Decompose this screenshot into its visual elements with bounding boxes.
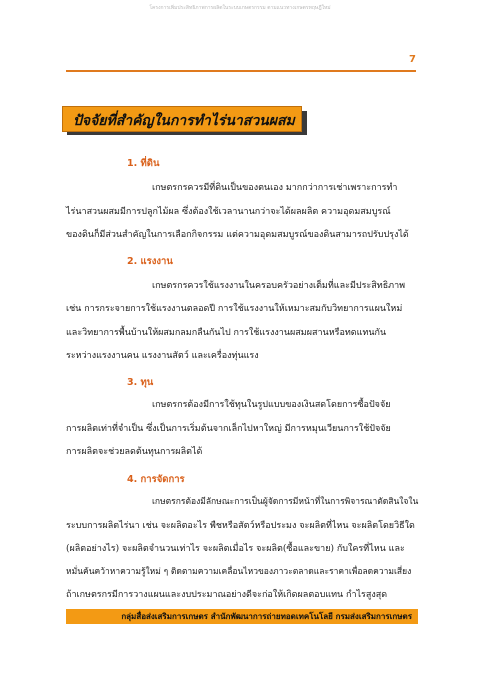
section-heading-capital: 3. ทุน xyxy=(127,377,154,388)
paragraph-line: การผลิตจะช่วยลดต้นทุนการผลิตได้ xyxy=(66,447,203,457)
paragraph-line: ระหว่างแรงงานคน แรงงานสัตว์ และเครื่องทุ่นแรง xyxy=(66,351,259,361)
paragraph-line: เกษตรกรควรใช้แรงงานในครอบครัวอย่างเต็มที่และมีประสิทธิภาพ xyxy=(152,281,406,291)
paragraph-line: เช่น การกระจายการใช้แรงงานตลอดปี การใช้แรงงานให้เหมาะสมกับวิทยาการแผนใหม่ xyxy=(66,304,403,314)
paragraph-line: (ผลิตอย่างไร) จะผลิตจำนวนเท่าไร จะผลิตเมื่อไร จะผลิต(ซื้อและขาย) กับใครที่ไหน และ xyxy=(66,544,405,554)
page-number: 7 xyxy=(409,54,416,65)
top-divider xyxy=(66,70,416,72)
paragraph-line: ไร่นาสวนผสมมีการปลูกไม้ผล ซึ่งต้องใช้เวลานานกว่าจะได้ผลผลิต ความอุดมสมบูรณ์ xyxy=(66,207,391,217)
paragraph-line: และวิทยาการพื้นบ้านให้ผสมกลมกลืนกันไป การใช้แรงงานผสมผสานหรือทดแทนกัน xyxy=(66,328,387,338)
section-heading-management: 4. การจัดการ xyxy=(127,474,185,485)
banner-box xyxy=(62,106,302,132)
paragraph-line: เกษตรกรควรมีที่ดินเป็นของตนเอง มากกว่าการเช่าเพราะการทำ xyxy=(152,183,398,193)
footer-bar xyxy=(66,609,418,624)
paragraph-line: หมั่นค้นคว้าหาความรู้ใหม่ ๆ ติดตามความเคลื่อนไหวของภาวะตลาดและราคาเพื่อลดความเสี่ยง xyxy=(66,567,412,577)
section-heading-land: 1. ที่ดิน xyxy=(127,158,160,169)
footer-text: กลุ่มสื่อส่งเสริมการเกษตร สำนักพัฒนาการถ่ายทอดเทคโนโลยี กรมส่งเสริมการเกษตร xyxy=(121,612,412,621)
paragraph-line: ของดินก็มีส่วนสำคัญในการเลือกกิจกรรม แต่ความอุดมสมบูรณ์ของดินสามารถปรับปรุงได้ xyxy=(66,230,409,240)
running-header: โครงการเพิ่มประสิทธิภาพการผลิตในระบบเกษตรกรรม ตามแนวทางเกษตรทฤษฎีใหม่ xyxy=(149,5,331,11)
paragraph-line: ถ้าเกษตรกรมีการวางแผนและงบประมาณอย่างดีจะก่อให้เกิดผลตอบแทน กำไรสูงสุด xyxy=(66,590,388,600)
title-banner xyxy=(62,106,306,136)
paragraph-line: ระบบการผลิตไร่นา เช่น จะผลิตอะไร พืชหรือสัตว์หรือประมง จะผลิตที่ไหน จะผลิตโดยวิธีใด xyxy=(66,521,415,531)
paragraph-line: เกษตรกรต้องมีการใช้ทุนในรูปแบบของเงินสดโดยการซื้อปัจจัย xyxy=(152,400,391,410)
paragraph-line: เกษตรกรต้องมีลักษณะการเป็นผู้จัดการมีหน้าที่ในการพิจารณาตัดสินใจใน xyxy=(152,497,419,507)
section-heading-labor: 2. แรงงาน xyxy=(127,256,173,267)
page-title: ปัจจัยที่สำคัญในการทำไร่นาสวนผสม xyxy=(73,113,295,129)
paragraph-line: การผลิตเท่าที่จำเป็น ซึ่งเป็นการเริ่มต้นจากเล็กไปหาใหญ่ มีการหมุนเวียนการใช้ปัจจัย xyxy=(66,424,391,434)
